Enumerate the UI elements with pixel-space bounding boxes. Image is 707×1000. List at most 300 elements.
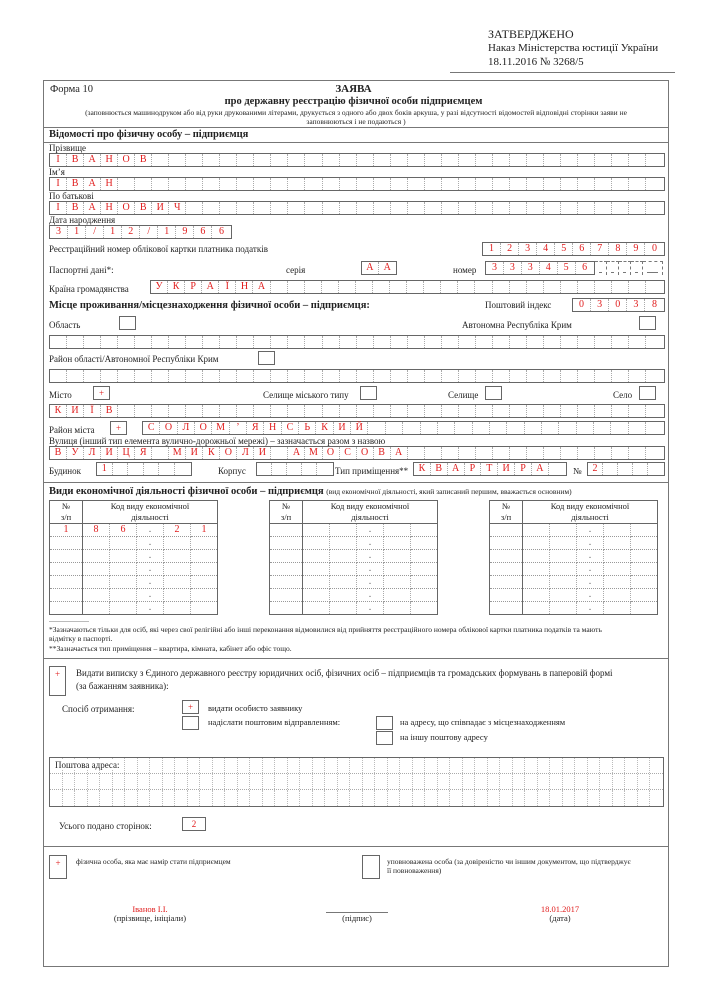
in-person-checkbox[interactable]: + — [182, 700, 199, 714]
code-cell[interactable]: 6 — [110, 524, 137, 537]
table-row[interactable] — [270, 602, 438, 615]
code-cell[interactable] — [550, 576, 577, 589]
code-cell[interactable] — [384, 576, 411, 589]
code-cell[interactable]: . — [577, 550, 604, 563]
code-cell[interactable] — [604, 589, 631, 602]
code-cell[interactable] — [191, 576, 218, 589]
char-cell — [391, 405, 408, 417]
char-cell — [50, 774, 63, 789]
code-cell[interactable] — [110, 576, 137, 589]
char-cell — [169, 178, 186, 190]
char-cell — [305, 281, 322, 293]
char-cell — [175, 774, 188, 789]
char-cell — [538, 774, 551, 789]
code-cell[interactable] — [164, 602, 191, 615]
code-cell[interactable] — [604, 524, 631, 537]
char-cell — [254, 178, 271, 190]
extract-checkbox[interactable]: + — [49, 666, 66, 696]
row-number — [490, 537, 523, 550]
char-cell — [578, 202, 595, 214]
code-cell[interactable] — [411, 602, 438, 615]
code-cell[interactable] — [330, 576, 357, 589]
code-cell[interactable] — [411, 550, 438, 563]
char-cell — [63, 790, 76, 806]
code-cell[interactable]: 2 — [164, 524, 191, 537]
approval-divider — [450, 72, 675, 73]
char-cell — [588, 790, 601, 806]
city-district-field[interactable] — [142, 421, 665, 435]
char-cell — [238, 758, 251, 773]
char-cell: 1 — [68, 226, 86, 238]
code-cell[interactable] — [303, 537, 330, 550]
char-cell — [476, 202, 493, 214]
char-cell: А — [532, 463, 549, 475]
col-num-header: № з/п — [270, 501, 303, 524]
col-code-header: Код виду економічної діяльності — [303, 501, 438, 524]
code-cell[interactable] — [631, 550, 658, 563]
code-cell[interactable] — [631, 589, 658, 602]
char-cell — [510, 178, 527, 190]
char-cell — [600, 790, 613, 806]
citizenship-field[interactable] — [150, 280, 665, 294]
char-cell — [300, 790, 313, 806]
approval-title: ЗАТВЕРДЖЕНО — [488, 27, 574, 41]
char-cell — [442, 336, 459, 348]
code-cell[interactable] — [110, 550, 137, 563]
individual-checkbox[interactable]: + — [49, 855, 67, 879]
table-row[interactable] — [50, 524, 218, 537]
building-label: Будинок — [49, 466, 81, 476]
code-cell[interactable] — [384, 563, 411, 576]
char-cell — [350, 758, 363, 773]
char-cell — [213, 758, 226, 773]
code-cell[interactable] — [604, 563, 631, 576]
char-cell — [288, 758, 301, 773]
code-cell[interactable] — [631, 524, 658, 537]
char-cell — [476, 336, 493, 348]
passport-number-field[interactable] — [485, 261, 595, 275]
passport-series-label: серія — [286, 265, 306, 275]
char-cell — [425, 202, 442, 214]
code-cell[interactable] — [384, 524, 411, 537]
char-cell — [271, 154, 288, 166]
code-cell[interactable] — [411, 537, 438, 550]
char-cell — [374, 202, 391, 214]
code-cell[interactable] — [83, 550, 110, 563]
table-row[interactable] — [50, 576, 218, 589]
code-cell[interactable] — [303, 589, 330, 602]
city-name-field[interactable] — [49, 404, 665, 418]
code-cell[interactable] — [523, 524, 550, 537]
tax-id-label: Реєстраційний номер облікової картки платника податків — [49, 244, 268, 254]
char-cell — [237, 370, 254, 382]
code-cell[interactable] — [110, 537, 137, 550]
code-cell[interactable] — [164, 537, 191, 550]
code-cell[interactable] — [303, 524, 330, 537]
char-cell — [225, 758, 238, 773]
row-number — [490, 589, 523, 602]
code-cell[interactable] — [110, 602, 137, 615]
code-cell[interactable]: . — [137, 537, 164, 550]
code-cell[interactable]: . — [357, 563, 384, 576]
code-cell[interactable]: . — [357, 576, 384, 589]
same-address-checkbox[interactable] — [376, 716, 393, 730]
tax-id-field[interactable] — [482, 242, 665, 256]
city-checkbox[interactable]: + — [93, 386, 110, 400]
code-cell[interactable] — [164, 589, 191, 602]
char-cell — [459, 202, 476, 214]
code-cell[interactable] — [411, 589, 438, 602]
code-cell[interactable] — [83, 537, 110, 550]
code-cell[interactable] — [330, 550, 357, 563]
char-cell — [561, 281, 578, 293]
table-row[interactable] — [270, 576, 438, 589]
form-note-line1: (заповнюється машинодруком або від руки друкованими літерами, друкується з одного або двох боків аркуша, у разі відсутності відомостей відповідні сторінки заяви не — [85, 108, 627, 117]
extract-label-line1: Видати виписку з Єдиного державного реєстру юридичних осіб, фізичних осіб – підприємців та громадських формувань в паперовій формі — [76, 668, 613, 678]
district-checkbox[interactable] — [258, 351, 275, 365]
code-cell[interactable] — [110, 563, 137, 576]
char-cell — [237, 178, 254, 190]
char-cell — [323, 202, 340, 214]
char-cell: 1 — [104, 226, 122, 238]
code-cell[interactable] — [631, 537, 658, 550]
code-cell[interactable] — [164, 576, 191, 589]
char-cell — [612, 447, 629, 459]
code-cell[interactable]: . — [137, 589, 164, 602]
code-cell[interactable] — [604, 550, 631, 563]
code-cell[interactable] — [330, 589, 357, 602]
dash-cell — [607, 261, 619, 275]
char-cell — [612, 154, 629, 166]
code-cell[interactable] — [523, 537, 550, 550]
row-number — [270, 537, 303, 550]
table-row[interactable] — [270, 537, 438, 550]
region-name-field[interactable] — [49, 335, 665, 349]
code-cell[interactable] — [523, 602, 550, 615]
char-cell — [152, 178, 169, 190]
table-row[interactable] — [50, 563, 218, 576]
char-cell — [186, 202, 203, 214]
char-cell — [363, 790, 376, 806]
char-cell — [203, 370, 220, 382]
code-cell[interactable] — [83, 602, 110, 615]
char-cell — [476, 447, 493, 459]
char-cell — [254, 202, 271, 214]
passport-number-extra-cells[interactable] — [595, 261, 663, 275]
code-cell[interactable]: . — [577, 602, 604, 615]
code-cell[interactable]: . — [577, 589, 604, 602]
table-row[interactable] — [490, 576, 658, 589]
name-field[interactable] — [49, 177, 665, 191]
char-cell: А — [84, 202, 101, 214]
code-cell[interactable] — [550, 589, 577, 602]
char-cell: О — [195, 422, 212, 434]
block-field[interactable] — [256, 462, 334, 476]
char-cell — [425, 405, 442, 417]
row-number — [50, 537, 83, 550]
code-cell[interactable] — [330, 563, 357, 576]
char-cell — [612, 405, 629, 417]
code-cell[interactable] — [631, 563, 658, 576]
char-cell — [476, 178, 493, 190]
code-cell[interactable]: . — [137, 563, 164, 576]
code-cell[interactable] — [411, 524, 438, 537]
char-cell — [390, 281, 407, 293]
table-row[interactable] — [490, 589, 658, 602]
code-cell[interactable] — [604, 537, 631, 550]
postal-address-grid[interactable] — [49, 757, 664, 807]
char-cell — [169, 154, 186, 166]
code-cell[interactable] — [523, 563, 550, 576]
char-cell — [646, 422, 663, 434]
dob-field[interactable] — [49, 225, 232, 239]
col-code-header: Код виду економічної діяльності — [83, 501, 218, 524]
char-cell: С — [340, 447, 357, 459]
code-cell[interactable] — [411, 563, 438, 576]
char-cell — [220, 336, 237, 348]
char-cell — [476, 405, 493, 417]
code-cell[interactable] — [550, 524, 577, 537]
crimea-checkbox[interactable] — [639, 316, 656, 330]
char-cell — [300, 774, 313, 789]
individual-label: фізична особа, яка має намір стати підприємцем — [76, 857, 231, 866]
char-cell — [113, 463, 129, 475]
char-cell: М — [212, 422, 229, 434]
code-cell[interactable] — [303, 550, 330, 563]
table-row[interactable] — [50, 602, 218, 615]
char-cell — [527, 336, 544, 348]
code-cell[interactable] — [191, 550, 218, 563]
table-row[interactable] — [50, 537, 218, 550]
char-cell: 7 — [591, 243, 609, 255]
char-cell — [413, 758, 426, 773]
char-cell — [561, 178, 578, 190]
char-cell: Й — [351, 422, 368, 434]
passport-series-field[interactable] — [361, 261, 397, 275]
col-code-header: Код виду економічної діяльності — [523, 501, 658, 524]
char-cell — [237, 202, 254, 214]
urban-village-checkbox[interactable] — [360, 386, 377, 400]
code-cell[interactable]: . — [137, 576, 164, 589]
table-row[interactable] — [490, 563, 658, 576]
char-cell: / — [140, 226, 158, 238]
char-cell — [549, 463, 566, 475]
code-cell[interactable] — [303, 563, 330, 576]
char-cell — [340, 178, 357, 190]
char-cell — [305, 178, 322, 190]
char-cell — [510, 405, 527, 417]
code-cell[interactable] — [550, 537, 577, 550]
code-cell[interactable] — [604, 576, 631, 589]
char-cell — [350, 790, 363, 806]
char-cell — [513, 774, 526, 789]
char-cell — [275, 774, 288, 789]
code-cell[interactable] — [604, 602, 631, 615]
char-cell: А — [383, 262, 391, 273]
char-cell — [67, 336, 84, 348]
code-cell[interactable] — [384, 550, 411, 563]
char-cell: В — [67, 154, 84, 166]
char-cell — [238, 790, 251, 806]
char-cell — [388, 774, 401, 789]
char-cell — [88, 774, 101, 789]
code-cell[interactable] — [164, 550, 191, 563]
signer-name-caption: (прізвище, ініціали) — [113, 913, 187, 923]
char-cell: А — [202, 281, 219, 293]
char-cell: 1 — [483, 243, 501, 255]
char-cell — [577, 422, 594, 434]
pages-label: Усього подано сторінок: — [59, 821, 152, 831]
code-cell[interactable] — [83, 589, 110, 602]
char-cell: Л — [237, 447, 254, 459]
code-cell[interactable] — [384, 537, 411, 550]
table-row[interactable] — [270, 563, 438, 576]
region-checkbox[interactable] — [119, 316, 136, 330]
code-cell[interactable] — [384, 589, 411, 602]
char-cell — [544, 447, 561, 459]
table-row[interactable] — [50, 589, 218, 602]
district-name-field[interactable] — [49, 369, 665, 383]
char-cell — [629, 202, 646, 214]
char-cell — [388, 758, 401, 773]
table-row[interactable] — [490, 524, 658, 537]
code-cell[interactable] — [523, 589, 550, 602]
char-cell — [525, 790, 538, 806]
postal-code-field[interactable] — [572, 298, 665, 312]
char-cell — [527, 178, 544, 190]
code-cell[interactable] — [550, 550, 577, 563]
code-cell[interactable] — [164, 563, 191, 576]
building-field[interactable] — [96, 462, 192, 476]
code-cell[interactable] — [523, 550, 550, 563]
code-cell[interactable] — [191, 602, 218, 615]
settlement-checkbox[interactable] — [485, 386, 502, 400]
char-cell: 1 — [158, 226, 176, 238]
code-cell[interactable]: . — [577, 563, 604, 576]
code-cell[interactable]: 8 — [83, 524, 110, 537]
char-cell: А — [362, 262, 379, 274]
char-cell — [550, 774, 563, 789]
table-row[interactable] — [490, 537, 658, 550]
city-district-checkbox[interactable]: + — [110, 421, 127, 435]
char-cell — [357, 178, 374, 190]
char-cell — [323, 370, 340, 382]
code-cell[interactable] — [631, 602, 658, 615]
char-cell — [633, 463, 648, 475]
char-cell: 9 — [627, 243, 645, 255]
char-cell — [629, 281, 646, 293]
signature-date: 18.01.2017 — [540, 904, 580, 914]
premises-type-label: Тип приміщення** — [335, 466, 409, 476]
code-cell[interactable]: . — [137, 524, 164, 537]
code-cell[interactable] — [631, 576, 658, 589]
table-row[interactable] — [50, 550, 218, 563]
char-cell: 3 — [504, 262, 522, 274]
code-cell[interactable]: . — [577, 524, 604, 537]
pages-field[interactable]: 2 — [182, 817, 206, 831]
premises-type-field[interactable] — [413, 462, 567, 476]
table-row[interactable] — [270, 524, 438, 537]
code-cell[interactable] — [191, 563, 218, 576]
code-cell[interactable]: . — [357, 602, 384, 615]
code-cell[interactable] — [384, 602, 411, 615]
table-row[interactable] — [270, 550, 438, 563]
approval-order: Наказ Міністерства юстиції України — [488, 42, 659, 54]
char-cell — [288, 774, 301, 789]
char-cell: А — [253, 281, 270, 293]
code-cell[interactable] — [330, 537, 357, 550]
char-cell: Л — [178, 422, 195, 434]
form-note-line2: заповнюються і не подаються ) — [306, 117, 406, 126]
char-cell — [175, 463, 191, 475]
code-cell[interactable] — [550, 563, 577, 576]
char-cell — [357, 370, 374, 382]
premises-number-field[interactable] — [587, 462, 665, 476]
char-cell — [340, 405, 357, 417]
code-cell[interactable] — [330, 524, 357, 537]
char-cell — [257, 463, 272, 475]
code-cell[interactable]: . — [357, 524, 384, 537]
other-address-checkbox[interactable] — [376, 731, 393, 745]
row-number — [50, 563, 83, 576]
char-cell — [200, 758, 213, 773]
code-cell[interactable]: . — [357, 550, 384, 563]
code-cell[interactable] — [330, 602, 357, 615]
char-cell — [75, 790, 88, 806]
code-cell[interactable] — [110, 589, 137, 602]
by-mail-checkbox[interactable] — [182, 716, 199, 730]
char-cell — [220, 202, 237, 214]
patronymic-field[interactable] — [49, 201, 665, 215]
code-cell[interactable]: . — [577, 537, 604, 550]
code-cell[interactable]: . — [577, 576, 604, 589]
code-cell[interactable] — [191, 589, 218, 602]
code-cell[interactable]: . — [137, 550, 164, 563]
char-cell — [463, 758, 476, 773]
code-cell[interactable]: . — [357, 589, 384, 602]
char-cell — [200, 790, 213, 806]
code-cell[interactable] — [550, 602, 577, 615]
code-cell[interactable]: . — [357, 537, 384, 550]
form-title: ЗАЯВА — [335, 83, 372, 95]
code-cell[interactable]: 1 — [191, 524, 218, 537]
table-row[interactable] — [490, 602, 658, 615]
street-field[interactable] — [49, 446, 665, 460]
char-cell — [339, 281, 356, 293]
char-cell — [588, 774, 601, 789]
village-checkbox[interactable] — [639, 386, 656, 400]
code-cell[interactable] — [303, 602, 330, 615]
code-cell[interactable] — [83, 563, 110, 576]
char-cell — [225, 790, 238, 806]
code-cell[interactable]: . — [137, 602, 164, 615]
representative-checkbox[interactable] — [362, 855, 380, 879]
code-cell[interactable] — [191, 537, 218, 550]
surname-field[interactable] — [49, 153, 665, 167]
char-cell: И — [67, 405, 84, 417]
code-cell[interactable] — [411, 576, 438, 589]
code-cell[interactable] — [303, 576, 330, 589]
activities-section-heading — [49, 486, 572, 497]
char-cell — [408, 405, 425, 417]
char-cell — [338, 758, 351, 773]
code-cell[interactable] — [523, 576, 550, 589]
char-cell — [450, 790, 463, 806]
code-cell[interactable] — [83, 576, 110, 589]
table-row[interactable] — [490, 550, 658, 563]
table-row[interactable] — [270, 589, 438, 602]
char-cell — [542, 422, 559, 434]
